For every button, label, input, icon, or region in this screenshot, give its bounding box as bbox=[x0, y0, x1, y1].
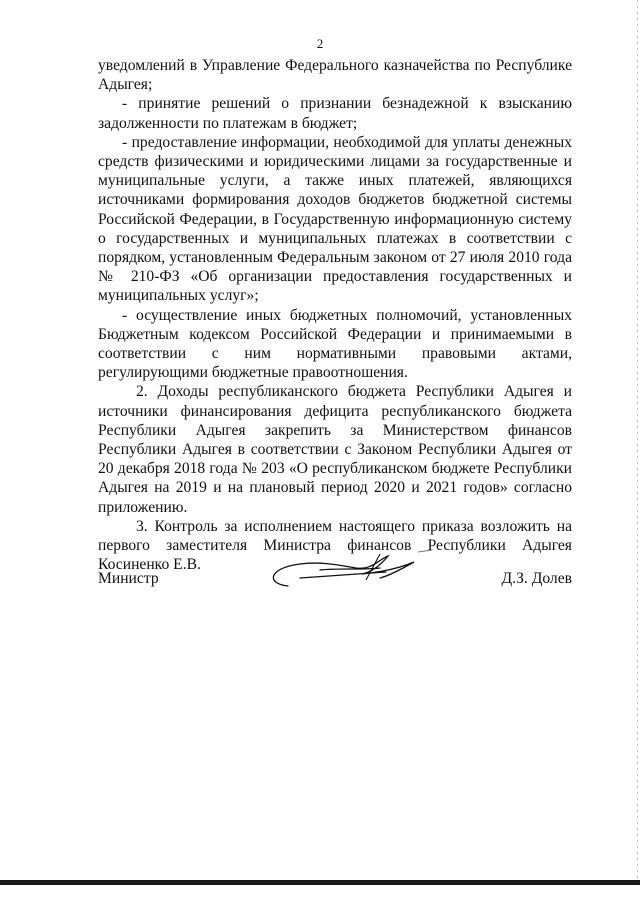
paragraph-item-other-powers: - осуществление иных бюджетных полномочий, установленных Бюджетным кодексом Российской Федерации и принимаемыми в соответствии с ним нормативными правовыми актами, регулирующими бюджетные правоотношения. bbox=[98, 306, 572, 382]
handwritten-signature bbox=[260, 548, 440, 598]
signer-title: Министр bbox=[98, 570, 159, 587]
paragraph-point-3: 3. Контроль за исполнением настоящего приказа возложить на первого заместителя Министра финансов Республики Адыгея Косиненко Е.В. bbox=[98, 517, 572, 574]
paragraph-point-2: 2. Доходы республиканского бюджета Республики Адыгея и источники финансирования дефицита республиканского бюджета Республики Адыгея закрепить за Министерством финансов Республики Адыгея в соответствии с Законом Республики Адыгея от 20 декабря 2018 года № 203 «О республиканском бюджете Республики Адыгея на 2019 и на плановый период 2020 и 2021 годов» согласно приложению. bbox=[98, 383, 572, 516]
paragraph-continuation: уведомлений в Управление Федерального казначейства по Республике Адыгея; bbox=[98, 57, 572, 94]
scan-edge-line bbox=[637, 0, 638, 880]
paragraph-item-debt-writeoff: - принятие решений о признании безнадежной к взысканию задолженности по платежам в бюджет; bbox=[98, 95, 572, 132]
document-body bbox=[98, 56, 572, 574]
signer-name: Д.З. Долев bbox=[501, 570, 572, 587]
page-number: 2 bbox=[316, 36, 324, 51]
paragraph-item-payment-info: - предоставление информации, необходимой для уплаты денежных средств физическими и юридическими лицами за государственные и муниципальные услуги, а также иных платежей, являющихся источниками формирования доходов бюджетов бюджетной системы Российской Федерации, в Государственную информационную систему о государственных и муниципальных платежах в соответствии с порядком, установленным Федеральным законом от 27 июля 2010 года № 210-ФЗ «Об организации предоставления государственных и муниципальных услуг»; bbox=[98, 133, 572, 305]
scan-bottom-border bbox=[0, 880, 640, 885]
